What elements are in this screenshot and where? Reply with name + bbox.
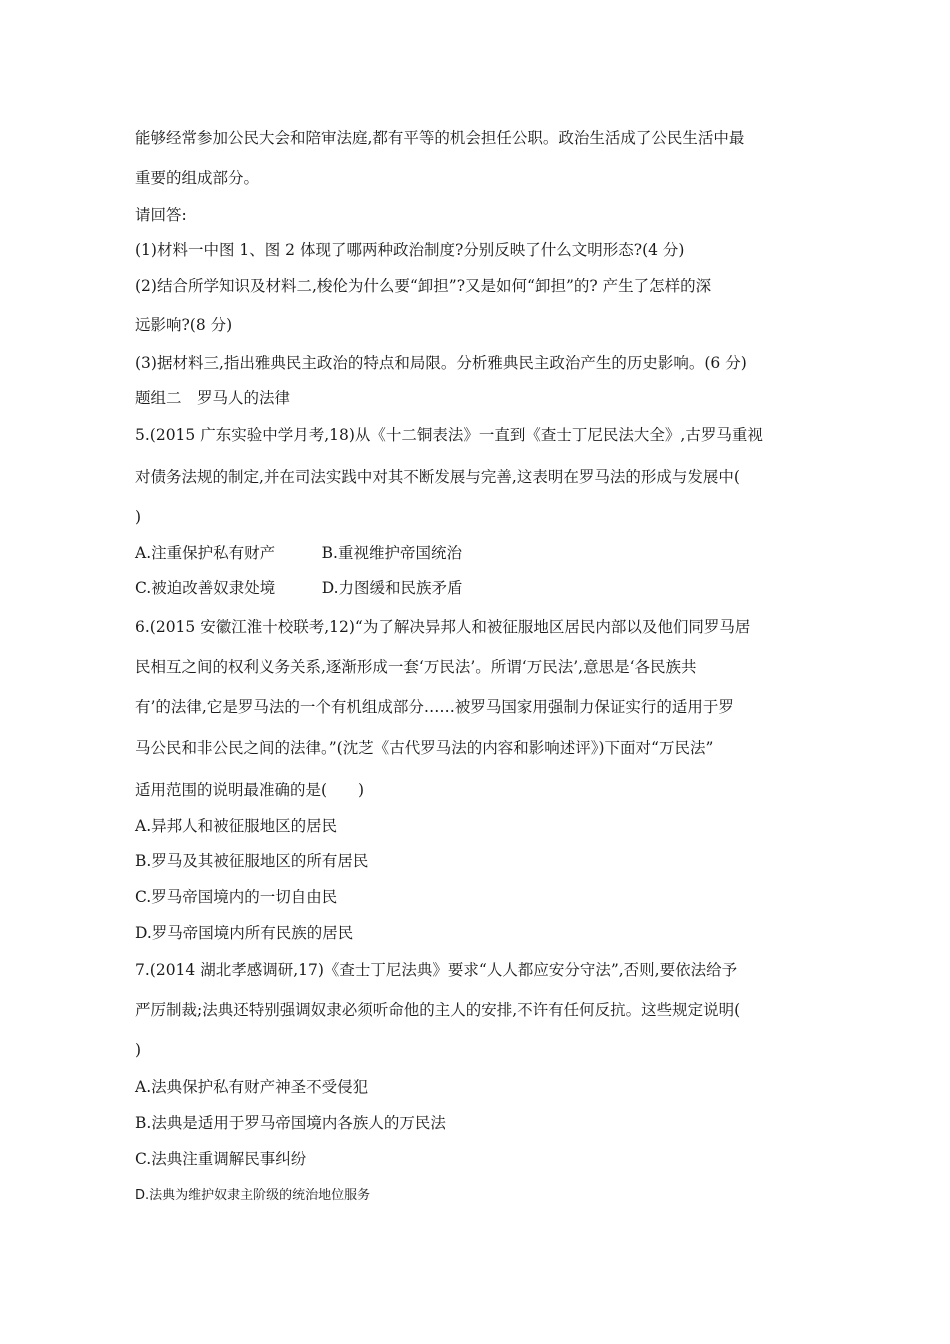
text-line: 重要的组成部分。 [135, 169, 260, 187]
option-c: C.罗马帝国境内的一切自由民 [135, 888, 338, 906]
question-6: 6.(2015 安徽江淮十校联考,12)“为了解决异邦人和被征服地区居民内部以及他们同罗马居 [135, 618, 751, 636]
options-cd: C.被迫改善奴隶处境 D.力图缓和民族矛盾 [135, 579, 463, 597]
text-line: 远影响?(8 分) [135, 316, 233, 334]
answer-blank: ) [135, 508, 142, 526]
text-line: 民相互之间的权利义务关系,逐渐形成一套‘万民法’。所谓‘万民法’,意思是‘各民族共 [135, 658, 697, 676]
option-c: C.法典注重调解民事纠纷 [135, 1150, 307, 1168]
text-line: 对债务法规的制定,并在司法实践中对其不断发展与完善,这表明在罗马法的形成与发展中( [135, 468, 740, 486]
question-1: (1)材料一中图 1、图 2 体现了哪两种政治制度?分别反映了什么文明形态?(4 分) [135, 241, 685, 259]
text-line: 适用范围的说明最准确的是( ) [135, 781, 365, 799]
text-line: 严厉制裁;法典还特别强调奴隶必须听命他的主人的安排,不许有任何反抗。这些规定说明( [135, 1001, 741, 1019]
options-ab: A.注重保护私有财产 B.重视维护帝国统治 [135, 544, 462, 562]
section-heading: 题组二 罗马人的法律 [135, 389, 291, 407]
option-b: B.法典是适用于罗马帝国境内各族人的万民法 [135, 1114, 446, 1132]
question-2: (2)结合所学知识及材料二,梭伦为什么要“卸担”?又是如何“卸担”的? 产生了怎样的深 [135, 277, 712, 295]
option-a: A.法典保护私有财产神圣不受侵犯 [135, 1078, 369, 1096]
option-d: D.罗马帝国境内所有民族的居民 [135, 924, 354, 942]
text-line: 能够经常参加公民大会和陪审法庭,都有平等的机会担任公职。政治生活成了公民生活中最 [135, 129, 745, 147]
option-b: B.罗马及其被征服地区的所有居民 [135, 852, 369, 870]
question-5: 5.(2015 广东实验中学月考,18)从《十二铜表法》一直到《查士丁尼民法大全》,古罗马重视 [135, 426, 763, 444]
text-line: 有’的法律,它是罗马法的一个有机组成部分……被罗马国家用强制力保证实行的适用于罗 [135, 698, 734, 716]
option-d: D.法典为维护奴隶主阶级的统治地位服务 [135, 1188, 371, 1203]
text-line: 马公民和非公民之间的法律。”(沈芝《古代罗马法的内容和影响述评》)下面对“万民法” [135, 739, 714, 757]
question-7: 7.(2014 湖北孝感调研,17)《查士丁尼法典》要求“人人都应安分守法”,否则,要依法给予 [135, 961, 738, 979]
answer-blank: ) [135, 1041, 142, 1059]
question-3: (3)据材料三,指出雅典民主政治的特点和局限。分析雅典民主政治产生的历史影响。(6 分) [135, 354, 747, 372]
option-a: A.异邦人和被征服地区的居民 [135, 817, 338, 835]
text-line: 请回答: [135, 206, 187, 224]
